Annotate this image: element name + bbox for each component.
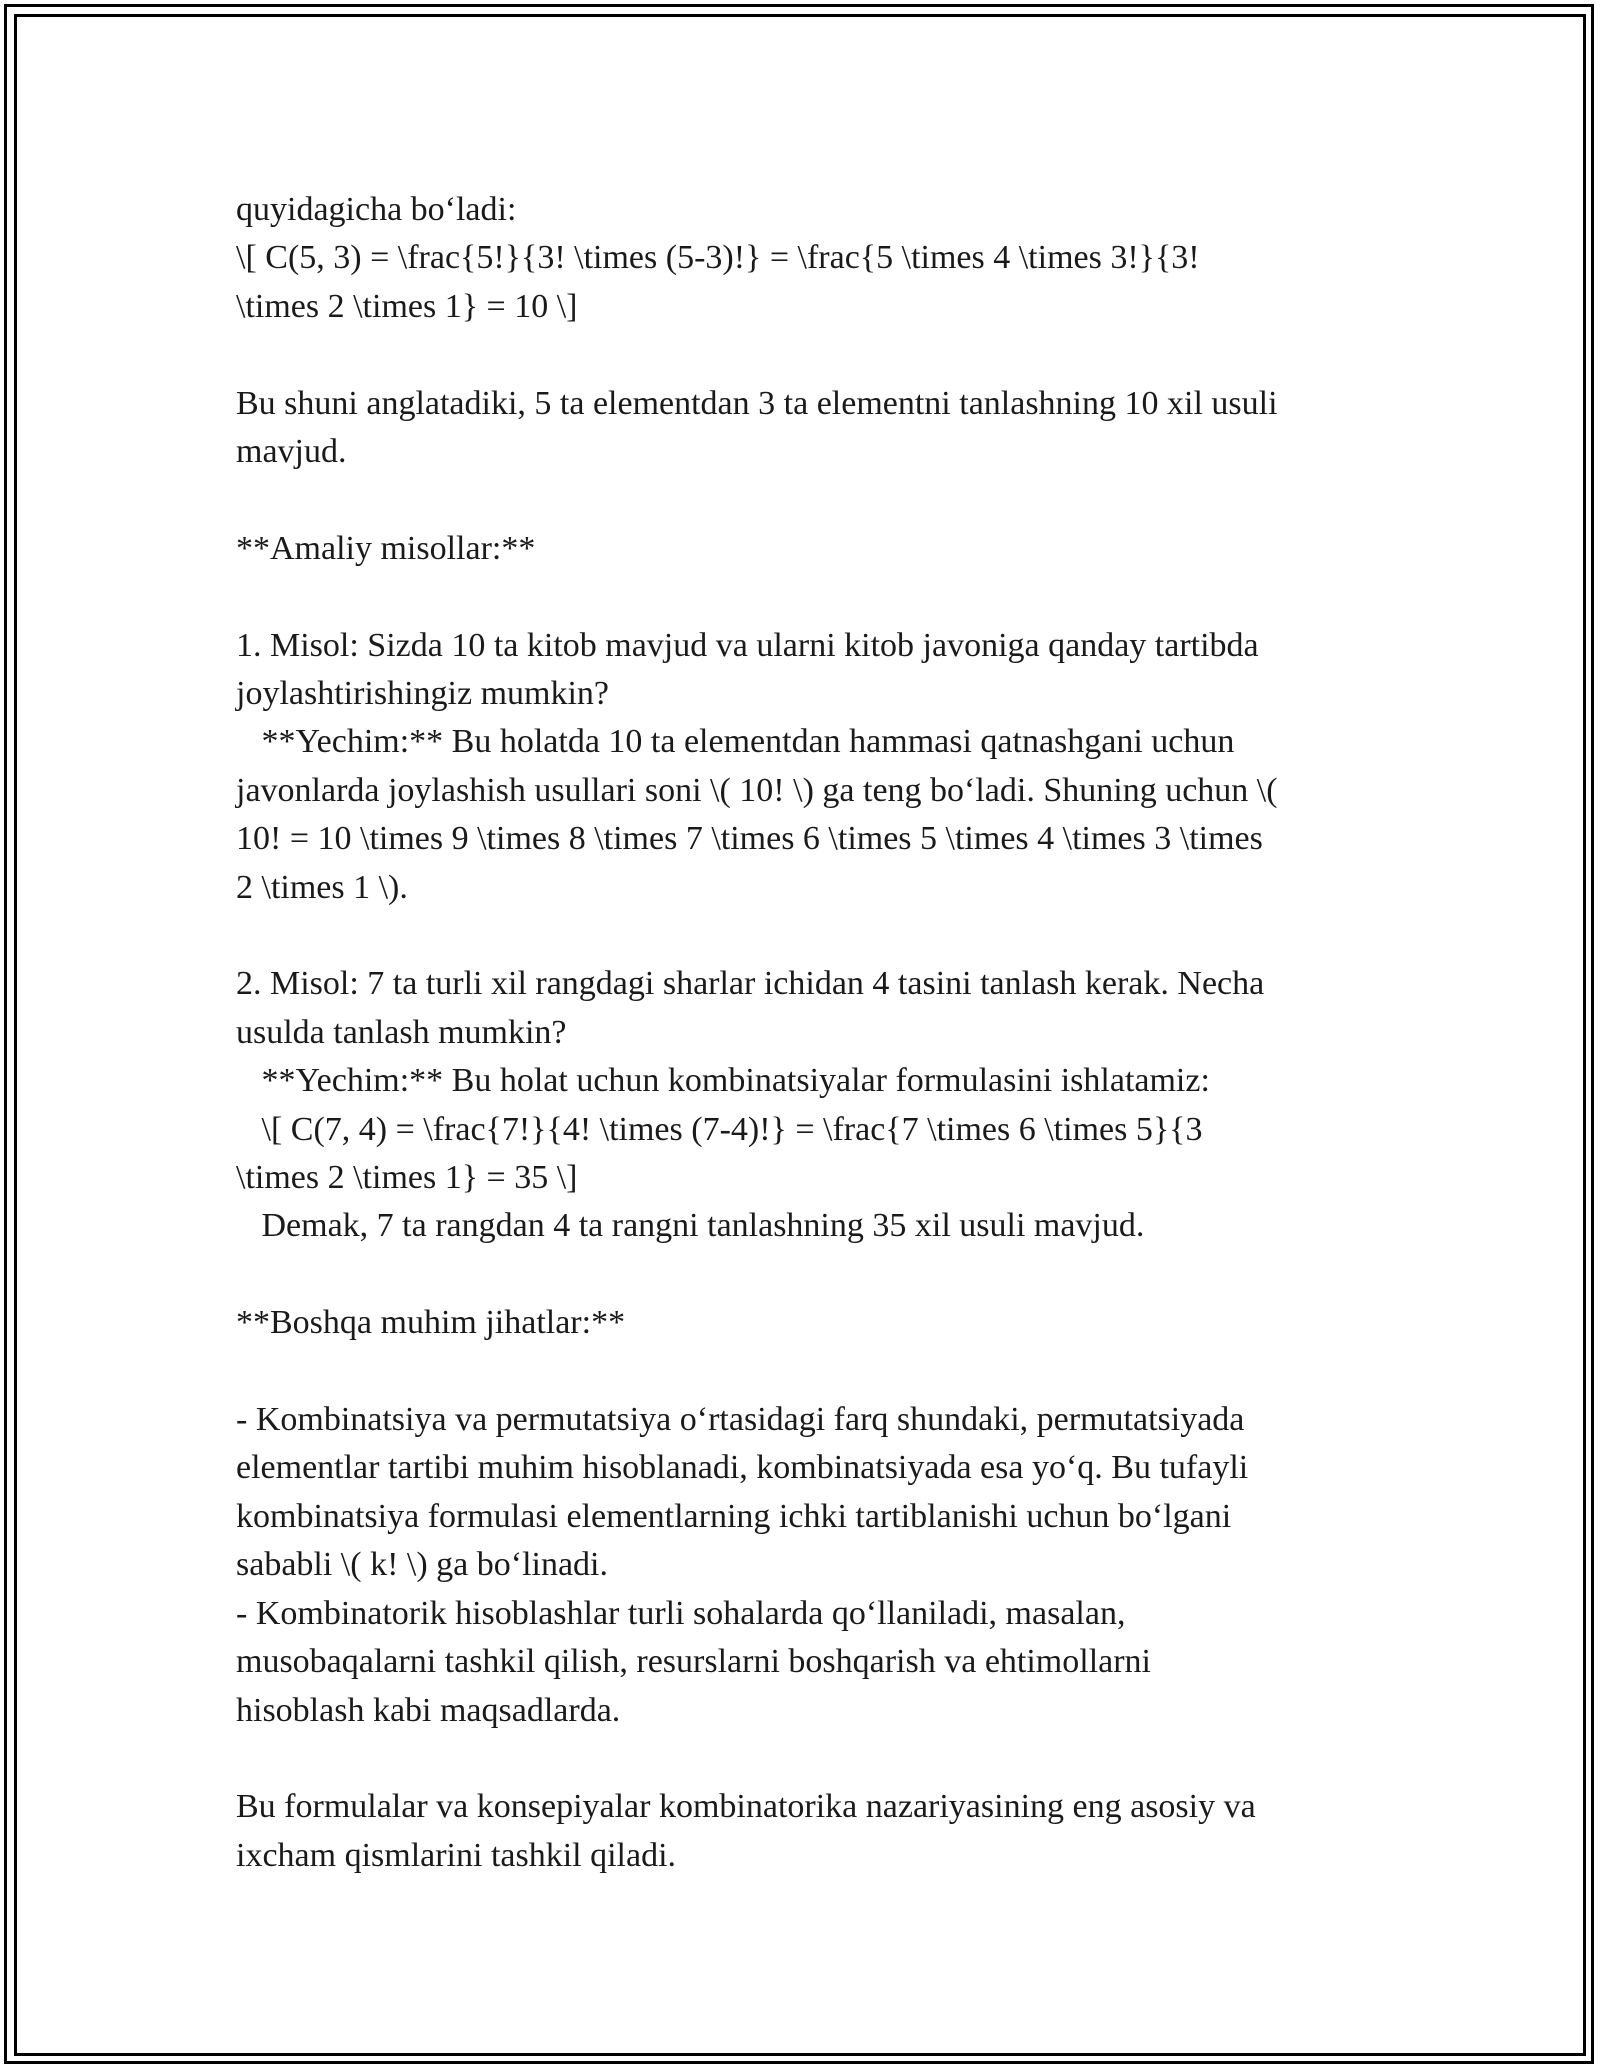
blank-line	[236, 1735, 1416, 1783]
text-line: joylashtirishingiz mumkin?	[236, 675, 610, 713]
text-line: mavjud.	[236, 433, 347, 471]
formula-line: 2 \times 1 \).	[236, 868, 408, 906]
list-item: - Kombinatorik hisoblashlar turli sohalarda qo‘llaniladi, masalan,	[236, 1594, 1126, 1632]
text-line: Bu shuni anglatadiki, 5 ta elementdan 3 ta elementni tanlashning 10 xil usuli	[236, 384, 1278, 422]
blank-line	[236, 912, 1416, 960]
text-line: Bu formulalar va konsepiyalar kombinatorika nazariyasining eng asosiy va	[236, 1788, 1256, 1826]
text-line: kombinatsiya formulasi elementlarning ichki tartiblanishi uchun bo‘lgani	[236, 1497, 1232, 1535]
text-line: **Yechim:** Bu holat uchun kombinatsiyalar formulasini ishlatamiz:	[236, 1062, 1210, 1100]
text-line: elementlar tartibi muhim hisoblanadi, kombinatsiyada esa yo‘q. Bu tufayli	[236, 1449, 1249, 1487]
formula-line: 10! = 10 \times 9 \times 8 \times 7 \times 6 \times 5 \times 4 \times 3 \times	[236, 820, 1263, 858]
text-line: Demak, 7 ta rangdan 4 ta rangni tanlashning 35 xil usuli mavjud.	[236, 1207, 1145, 1245]
formula-line: \[ C(5, 3) = \frac{5!}{3! \times (5-3)!} = \frac{5 \times 4 \times 3!}{3!	[236, 239, 1200, 277]
text-line: hisoblash kabi maqsadlarda.	[236, 1691, 621, 1729]
text-line: 2. Misol: 7 ta turli xil rangdagi sharlar ichidan 4 tasini tanlash kerak. Necha	[236, 965, 1265, 1003]
section-heading: **Amaliy misollar:**	[236, 529, 536, 567]
text-line: ixcham qismlarini tashkil qiladi.	[236, 1836, 677, 1874]
text-line: 1. Misol: Sizda 10 ta kitob mavjud va ularni kitob javoniga qanday tartibda	[236, 626, 1259, 664]
blank-line	[236, 331, 1416, 379]
blank-line	[236, 476, 1416, 524]
text-line: **Yechim:** Bu holatda 10 ta elementdan hammasi qatnashgani uchun	[236, 723, 1235, 761]
section-heading: **Boshqa muhim jihatlar:**	[236, 1304, 626, 1342]
document-body	[236, 186, 1416, 1880]
text-line: sababli \( k! \) ga bo‘linadi.	[236, 1546, 609, 1584]
blank-line	[236, 1251, 1416, 1299]
formula-line: \times 2 \times 1} = 35 \]	[236, 1159, 578, 1197]
formula-line: \times 2 \times 1} = 10 \]	[236, 287, 578, 325]
text-line: musobaqalarni tashkil qilish, resurslarni boshqarish va ehtimollarni	[236, 1643, 1151, 1681]
list-item: - Kombinatsiya va permutatsiya o‘rtasidagi farq shundaki, permutatsiyada	[236, 1401, 1245, 1439]
text-line: usulda tanlash mumkin?	[236, 1013, 567, 1051]
text-line: quyidagicha bo‘ladi:	[236, 191, 517, 228]
formula-line: \[ C(7, 4) = \frac{7!}{4! \times (7-4)!} = \frac{7 \times 6 \times 5}{3	[236, 1110, 1203, 1148]
blank-line	[236, 573, 1416, 621]
text-line: javonlarda joylashish usullari soni \( 10! \) ga teng bo‘ladi. Shuning uchun \(	[236, 771, 1278, 809]
blank-line	[236, 1348, 1416, 1396]
